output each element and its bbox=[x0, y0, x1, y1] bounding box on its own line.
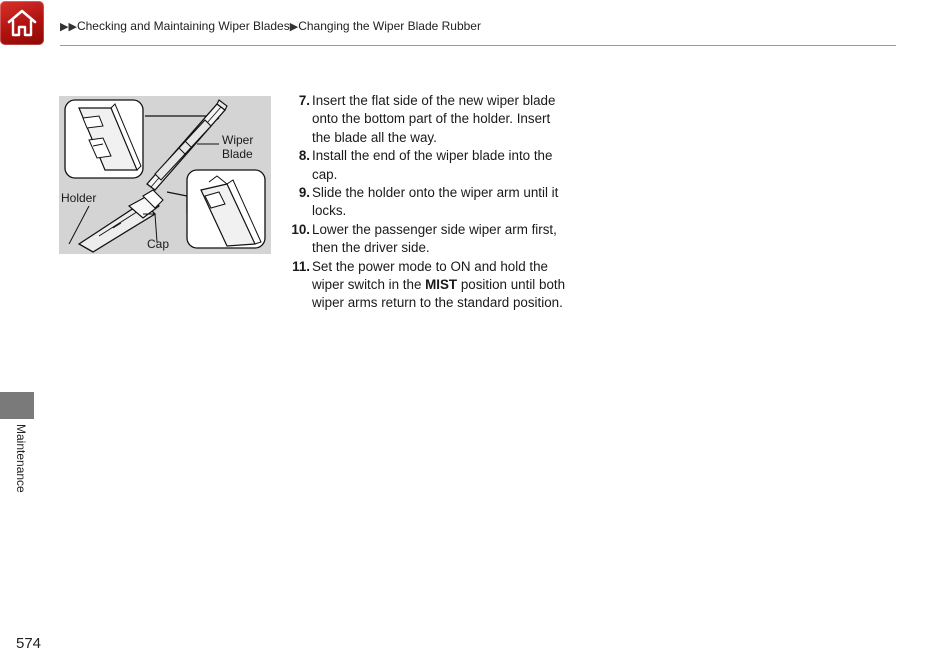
step-text: Slide the holder onto the wiper arm until it locks. bbox=[312, 185, 559, 219]
label-cap: Cap bbox=[147, 237, 170, 251]
step-text: Install the end of the wiper blade into the cap. bbox=[312, 148, 553, 182]
step-item bbox=[286, 92, 576, 147]
step-text-part: position until both wiper arms return to the standard position. bbox=[312, 277, 566, 311]
label-wiper-blade-line2: Blade bbox=[222, 147, 253, 161]
breadcrumb-current-page: Changing the Wiper Blade Rubber bbox=[298, 19, 481, 33]
breadcrumb-arrow: ▶ bbox=[289, 21, 299, 33]
step-number: 11. bbox=[292, 258, 310, 274]
home-button[interactable] bbox=[0, 1, 44, 45]
breadcrumb bbox=[60, 19, 481, 33]
step-item bbox=[286, 184, 576, 221]
wiper-blade-illustration bbox=[59, 96, 271, 254]
step-number: 7. bbox=[298, 93, 310, 108]
step-text: Insert the flat side of the new wiper blade onto the bottom part of the holder. Insert the blade all the way. bbox=[312, 93, 556, 145]
inset-cap-detail bbox=[187, 170, 265, 248]
section-tab-marker[interactable] bbox=[0, 392, 34, 419]
breadcrumb-section-link[interactable]: Checking and Maintaining Wiper Blades bbox=[76, 19, 290, 33]
step-item bbox=[286, 221, 576, 258]
mist-position-term: MIST bbox=[425, 277, 458, 293]
home-icon bbox=[6, 7, 38, 39]
inset-holder-detail bbox=[65, 100, 143, 178]
step-number: 9. bbox=[298, 185, 310, 201]
page-number: 574 bbox=[16, 635, 42, 652]
breadcrumb-arrow: ▶ bbox=[68, 21, 77, 33]
step-number: 8. bbox=[298, 148, 310, 164]
step-text: Lower the passenger side wiper arm first, then the driver side. bbox=[312, 221, 557, 256]
header-divider bbox=[60, 45, 896, 46]
label-wiper-blade-line1: Wiper bbox=[222, 133, 254, 147]
step-item bbox=[286, 147, 576, 184]
step-text bbox=[310, 258, 567, 313]
wiper-diagram bbox=[59, 96, 271, 254]
instruction-steps bbox=[286, 92, 576, 313]
section-tab-label: Maintenance bbox=[14, 424, 28, 493]
step-text-part: Set the power mode to ON and hold the wiper switch in the bbox=[312, 258, 548, 293]
breadcrumb-arrow: ▶ bbox=[60, 21, 69, 33]
label-holder: Holder bbox=[61, 191, 97, 205]
step-number: 10. bbox=[291, 221, 310, 237]
step-item bbox=[286, 258, 576, 313]
